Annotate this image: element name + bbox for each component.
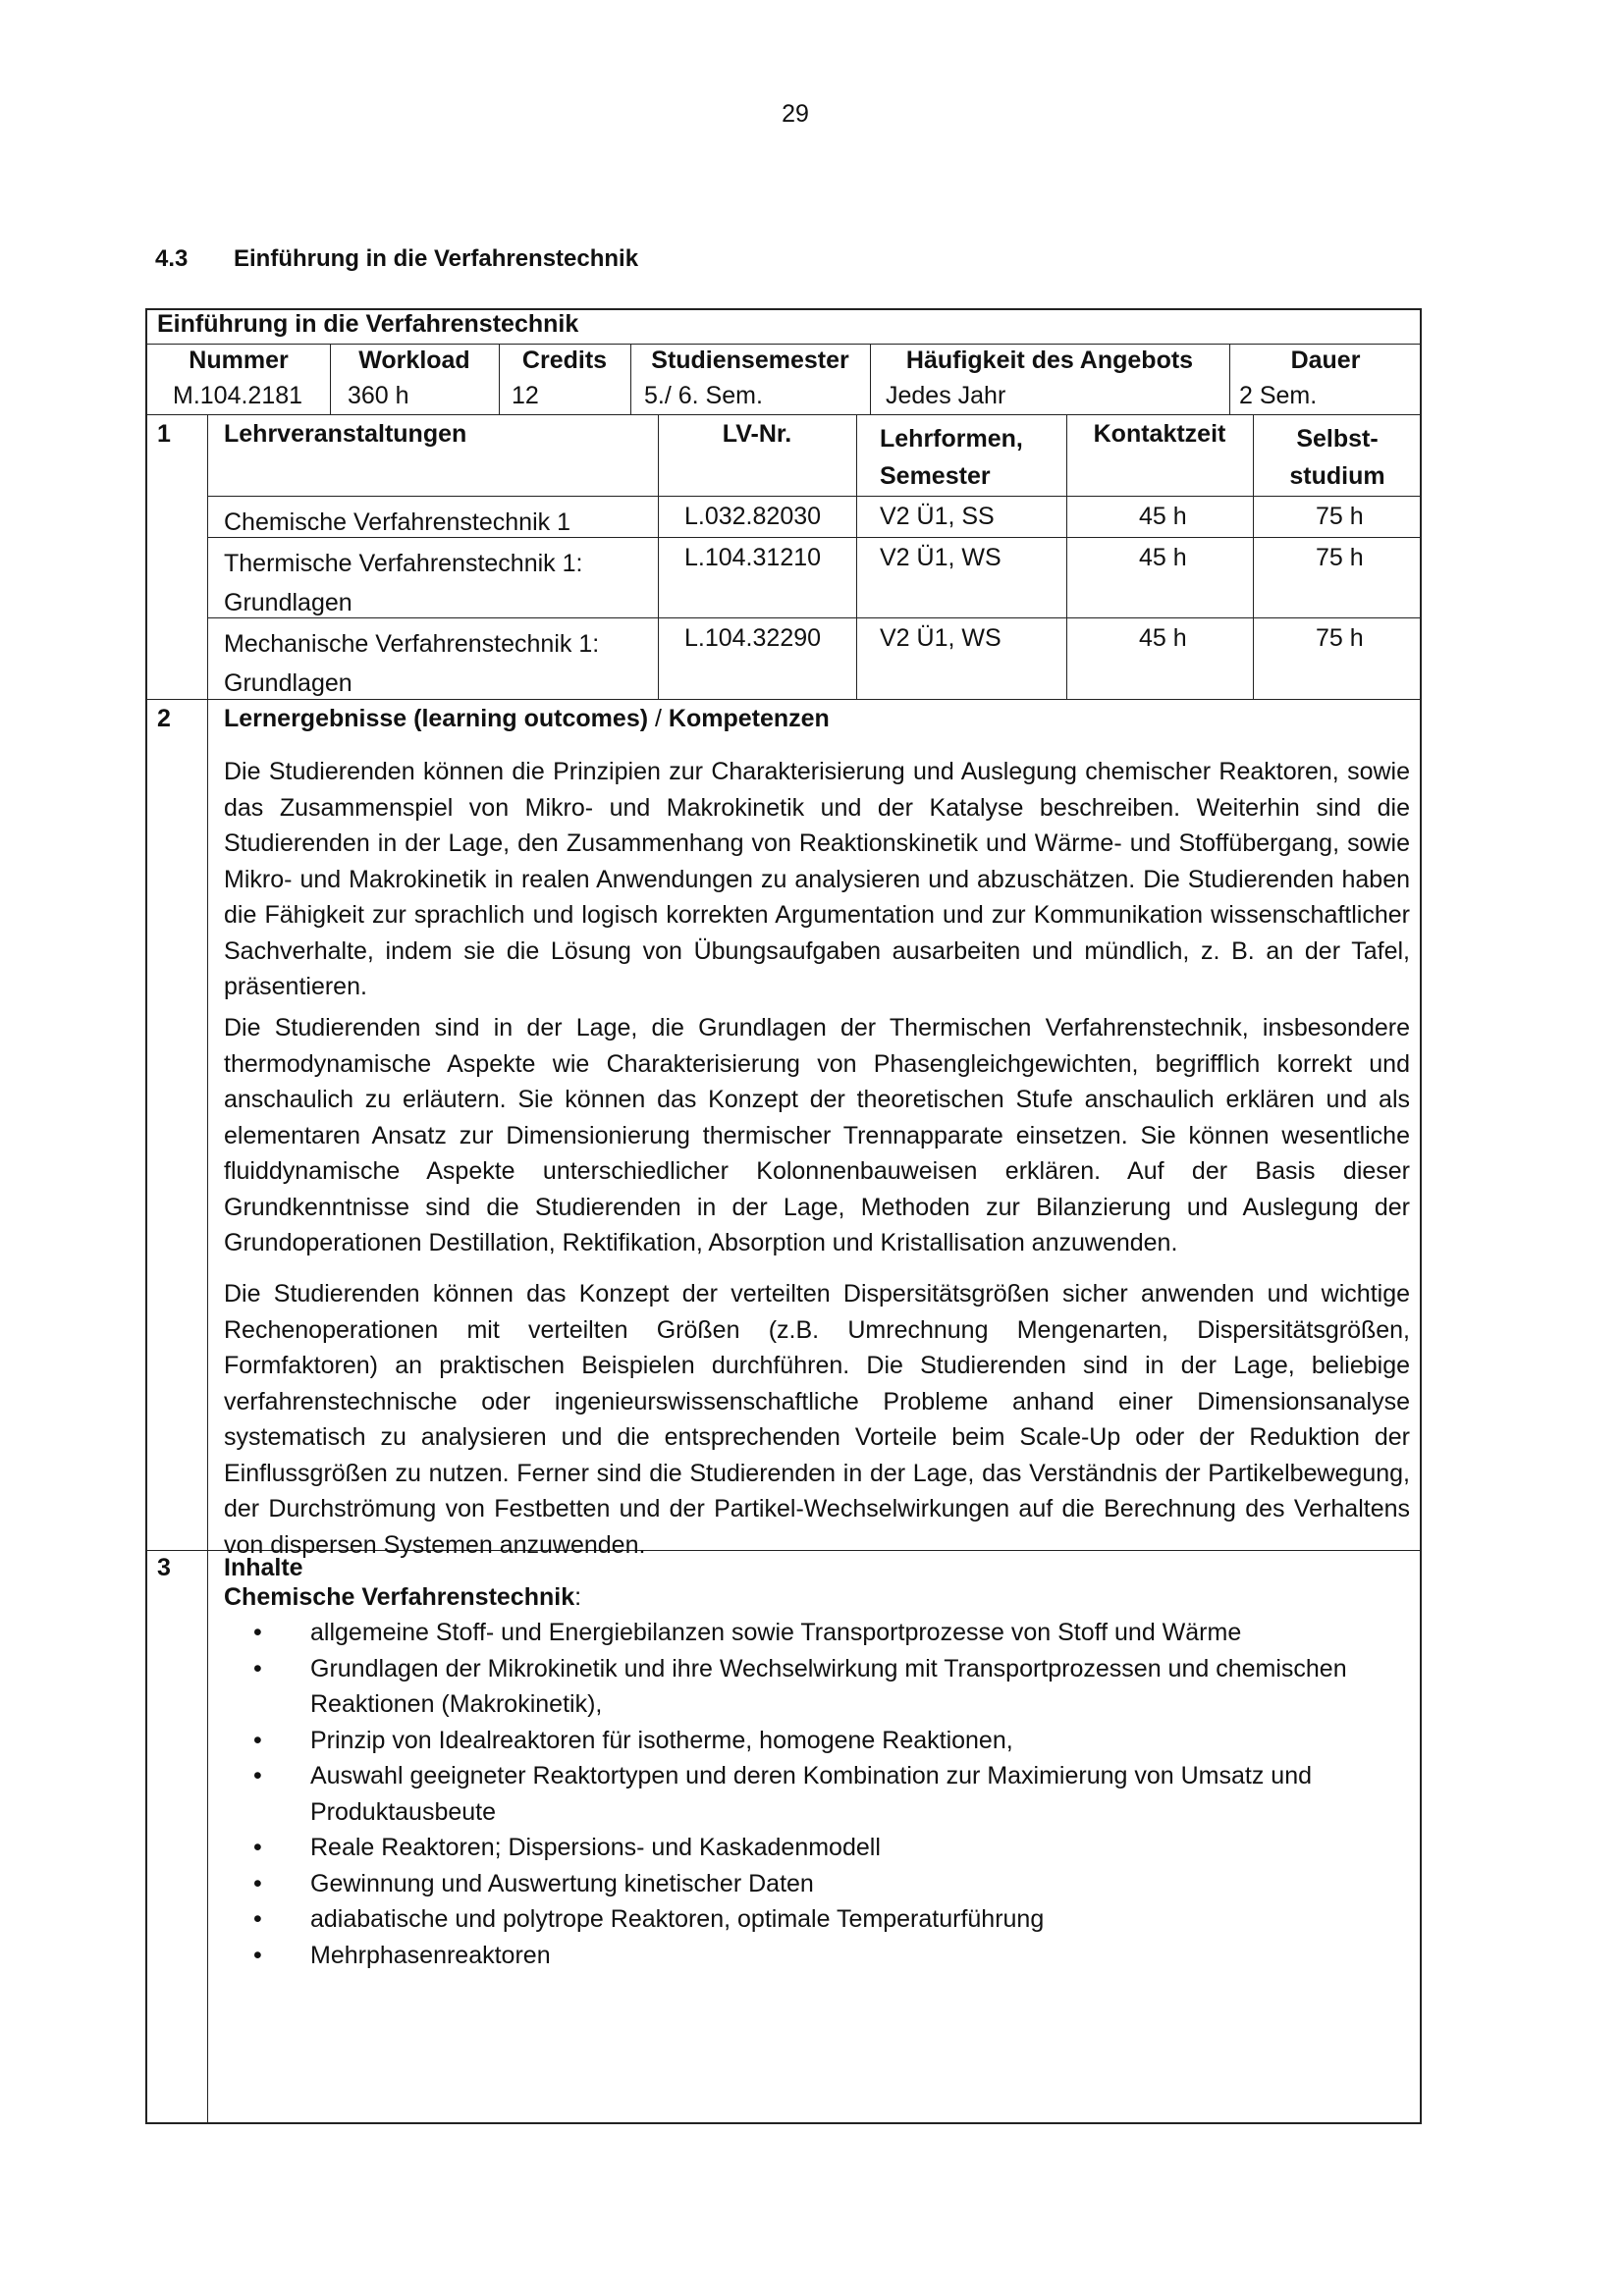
value-credits: 12: [512, 382, 539, 409]
value-frequency: Jedes Jahr: [886, 382, 1006, 409]
list-item: [224, 1723, 1392, 1759]
list-item: [224, 1866, 1392, 1902]
course-contact: 45 h: [1139, 544, 1187, 571]
list-item-text: Gewinnung und Auswertung kinetischer Daten: [310, 1869, 814, 1897]
list-item-text: allgemeine Stoff- und Energiebilanzen sowie Transportprozesse von Stoff und Wärme: [310, 1619, 1242, 1646]
rule-v-course-2: [856, 414, 857, 699]
header-forms-line2: Semester: [880, 462, 991, 490]
course-name-line1: Mechanische Verfahrenstechnik 1:: [224, 630, 600, 658]
course-lvnr: L.104.31210: [684, 544, 822, 571]
row2-number: 2: [157, 705, 171, 732]
header-contact: Kontaktzeit: [1093, 420, 1226, 448]
rule-module-info: [145, 414, 1422, 415]
header-semester: Studiensemester: [651, 347, 849, 374]
course-name: [224, 624, 599, 703]
learning-outcomes-paragraph: Die Studierenden können die Prinzipien zur Charakterisierung und Auslegung chemischer Reaktoren, sowie das Zusammenspiel von Mikro- und Makrokinetik und der Katalyse beschreiben. Weiterhin sind die Studierenden in der Lage, den Zusammenhang von Reaktionskinetik und Wärme- und Stoffübergang, sowie Mikro- und Makrokinetik in realen Anwendungen zu analysieren und abzuschätzen. Die Studierenden haben die Fähigkeit zur sprachlich und logisch korrekten Argumentation und zur Kommunikation wissenschaftlicher Sachverhalte, indem sie die Lösung von Übungsaufgaben ausarbeiten und mündlich, z. B. an der Tafel, präsentieren.: [224, 758, 1410, 1000]
list-item-text: Mehrphasenreaktoren: [310, 1941, 551, 1969]
value-nummer: M.104.2181: [173, 382, 303, 409]
section-heading: [155, 245, 638, 273]
course-name: [224, 544, 582, 622]
list-item: [224, 1938, 1392, 1974]
header-workload: Workload: [358, 347, 470, 374]
header-self-study-line1: Selbst-: [1296, 425, 1379, 453]
contents-subheading-title: Chemische Verfahrenstechnik: [224, 1583, 575, 1611]
course-name-line2: Grundlagen: [224, 669, 352, 697]
list-item-text: Auswahl geeigneter Reaktortypen und deren Kombination zur Maximierung von Umsatz und Produktausbeute: [310, 1762, 1313, 1826]
list-item: [224, 1830, 1392, 1866]
course-name-line1: Chemische Verfahrenstechnik 1: [224, 508, 570, 536]
bullet-icon: •: [253, 1726, 262, 1754]
learning-outcomes-heading-sep: /: [648, 705, 669, 732]
learning-outcomes-paragraph: Die Studierenden können das Konzept der verteilten Dispersitätsgrößen sicher anwenden und wichtige Rechenoperationen mit verteilten Größen (z.B. Umrechnung Mengenarten, Dispersitätsgrößen, Formfaktoren) an praktischen Beispielen durchführen. Die Studierenden sind in der Lage, beliebige verfahrenstechnische oder ingenieurswissenschaftliche Probleme anhand einer Dimensionsanalyse systematisch zu analysieren und die entsprechenden Vorteile beim Scale-Up oder der Reduktion der Einflussgrößen zu nutzen. Ferner sind die Studierenden in der Lage, das Verständnis der Partikelbewegung, der Durchströmung von Festbetten und der Partikel-Wechselwirkungen auf die Berechnung des Verhaltens von dispersen Systemen anzuwenden.: [224, 1280, 1410, 1559]
value-workload: 360 h: [348, 382, 409, 409]
learning-outcomes-heading-competences: Kompetenzen: [668, 705, 830, 732]
header-frequency: Häufigkeit des Angebots: [905, 347, 1194, 374]
course-forms: V2 Ü1, SS: [880, 503, 995, 530]
row1-number: 1: [157, 420, 171, 448]
bullet-icon: •: [253, 1834, 262, 1861]
contents-heading: Inhalte: [224, 1554, 303, 1581]
bullet-icon: •: [253, 1941, 262, 1969]
course-name-line2: Grundlagen: [224, 589, 352, 616]
bullet-icon: •: [253, 1869, 262, 1897]
header-duration: Dauer: [1290, 347, 1361, 374]
header-forms: [880, 420, 1023, 495]
rule-v-course-3: [1066, 414, 1067, 699]
page-number: 29: [782, 100, 809, 128]
list-item: [224, 1615, 1392, 1651]
course-name-line1: Thermische Verfahrenstechnik 1:: [224, 550, 583, 577]
course-forms: V2 Ü1, WS: [880, 624, 1001, 652]
bullet-icon: •: [253, 1762, 262, 1789]
rule-v-number-column: [207, 414, 208, 2124]
header-courses: Lehrveranstaltungen: [224, 420, 467, 448]
course-name: [224, 503, 570, 542]
learning-outcomes-heading-main: Lernergebnisse (learning outcomes): [224, 705, 649, 732]
course-lvnr: L.032.82030: [684, 503, 822, 530]
row3-number: 3: [157, 1554, 171, 1581]
list-item-text: Prinzip von Idealreaktoren für isotherme, homogene Reaktionen,: [310, 1726, 1013, 1754]
course-lvnr: L.104.32290: [684, 624, 822, 652]
course-self-study: 75 h: [1316, 503, 1364, 530]
header-self-study: [1253, 420, 1422, 495]
learning-outcomes-heading: [224, 705, 830, 733]
learning-outcomes-paragraph: Die Studierenden sind in der Lage, die Grundlagen der Thermischen Verfahrenstechnik, insbesondere thermodynamische Aspekte wie Charakterisierung von Phasengleichgewichten, begrifflich korrekt und anschaulich zu erläutern. Sie können das Konzept der theoretischen Stufe anschaulich erklären und als elementaren Ansatz zur Dimensionierung thermischer Trennapparate einsetzen. Sie können wesentliche fluiddynamische Aspekte unterschiedlicher Kolonnenbauweisen erklären. Auf der Basis dieser Grundkenntnisse sind die Studierenden in der Lage, Methoden zur Bilanzierung und Auslegung der Grundoperationen Destillation, Rektifikation, Absorption und Kristallisation anzuwenden.: [224, 1014, 1410, 1256]
rule-course-head: [207, 496, 1422, 497]
list-item: [224, 1758, 1392, 1830]
course-forms: V2 Ü1, WS: [880, 544, 1001, 571]
header-self-study-line2: studium: [1289, 462, 1385, 490]
rule-title: [145, 344, 1422, 345]
contents-list: [224, 1615, 1392, 1973]
course-self-study: 75 h: [1316, 624, 1364, 652]
course-self-study: 75 h: [1316, 544, 1364, 571]
bullet-icon: •: [253, 1619, 262, 1646]
list-item-text: Grundlagen der Mikrokinetik und ihre Wechselwirkung mit Transportprozessen und chemischen Reaktionen (Makrokinetik),: [310, 1654, 1347, 1718]
list-item-text: adiabatische und polytrope Reaktoren, optimale Temperaturführung: [310, 1905, 1045, 1933]
bullet-icon: •: [253, 1654, 262, 1682]
value-duration: 2 Sem.: [1239, 382, 1318, 409]
section-title: Einführung in die Verfahrenstechnik: [234, 245, 639, 272]
header-credits: Credits: [521, 347, 608, 374]
header-lvnr: LV-Nr.: [722, 420, 792, 448]
section-number: 4.3: [155, 245, 189, 272]
contents-subheading: [224, 1583, 581, 1612]
course-contact: 45 h: [1139, 624, 1187, 652]
list-item: [224, 1651, 1392, 1723]
bullet-icon: •: [253, 1905, 262, 1933]
contents-subheading-colon: :: [574, 1583, 582, 1611]
list-item-text: Reale Reaktoren; Dispersions- und Kaskadenmodell: [310, 1834, 881, 1861]
rule-v-course-1: [658, 414, 659, 699]
list-item: [224, 1901, 1392, 1938]
value-semester: 5./ 6. Sem.: [644, 382, 763, 409]
module-title: Einführung in die Verfahrenstechnik: [157, 310, 579, 338]
header-nummer: Nummer: [189, 347, 289, 374]
header-forms-line1: Lehrformen,: [880, 425, 1023, 453]
course-contact: 45 h: [1139, 503, 1187, 530]
